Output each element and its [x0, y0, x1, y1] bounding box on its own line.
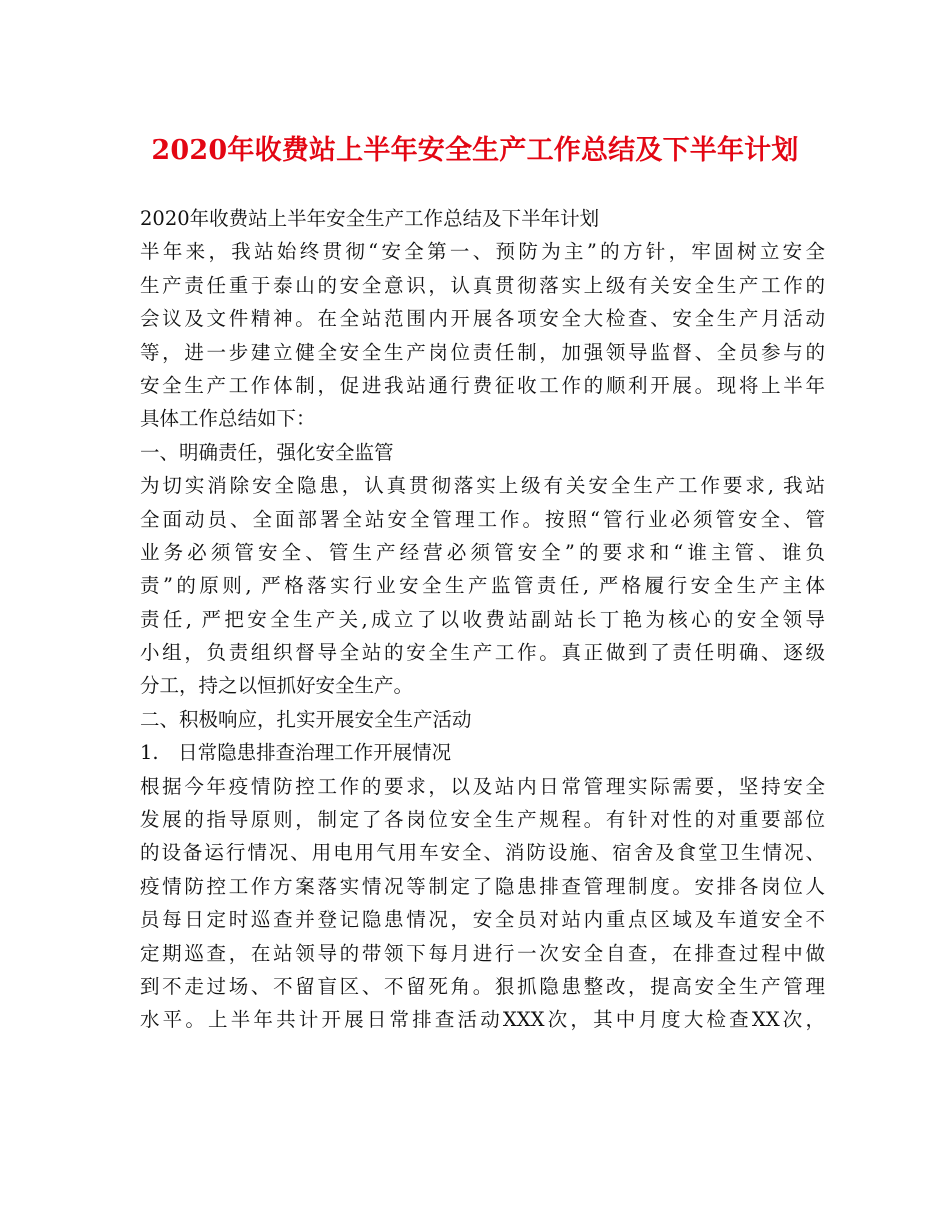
- body-line: 小组，负责组织督导全站的安全生产工作。真正做到了责任明确、逐级: [140, 641, 825, 665]
- body-line: 业务必须管安全、管生产经营必须管安全”的要求和“谁主管、谁负: [140, 540, 825, 564]
- body-line: 定期巡查，在站领导的带领下每月进行一次安全自查，在排查过程中做: [140, 941, 825, 965]
- section-heading-2: 二、积极响应，扎实开展安全生产活动: [140, 707, 472, 731]
- body-line: 发展的指导原则，制定了各岗位安全生产规程。有针对性的对重要部位: [140, 808, 825, 832]
- body-line: 责任, 严把安全生产关,成立了以收费站副站长丁艳为核心的安全领导: [140, 607, 825, 631]
- body-line-subtitle: 2020年收费站上半年安全生产工作总结及下半年计划: [140, 207, 600, 230]
- body-line: 水平。上半年共计开展日常排查活动XXX次，其中月度大检查XX次，: [140, 1008, 825, 1032]
- body-line: 责”的原则, 严格落实行业安全生产监管责任, 严格履行安全生产主体: [140, 574, 825, 598]
- body-line: 的设备运行情况、用电用气用车安全、消防设施、宿舍及食堂卫生情况、: [140, 841, 825, 865]
- section-heading-1: 一、明确责任，强化安全监管: [140, 440, 394, 464]
- subsection-heading-1: 1. 日常隐患排查治理工作开展情况: [140, 741, 452, 765]
- body-line: 会议及文件精神。在全站范围内开展各项安全大检查、安全生产月活动: [140, 307, 825, 331]
- body-line: 等，进一步建立健全安全生产岗位责任制，加强领导监督、全员参与的: [140, 340, 825, 364]
- body-line: 为切实消除安全隐患，认真贯彻落实上级有关安全生产工作要求, 我站: [140, 474, 825, 498]
- body-line: 生产责任重于泰山的安全意识，认真贯彻落实上级有关安全生产工作的: [140, 273, 825, 297]
- document-title: 2020年收费站上半年安全生产工作总结及下半年计划: [151, 135, 799, 166]
- body-line: 到不走过场、不留盲区、不留死角。狠抓隐患整改，提高安全生产管理: [140, 974, 825, 998]
- body-line: 具体工作总结如下：: [140, 407, 316, 431]
- body-line: 员每日定时巡查并登记隐患情况，安全员对站内重点区域及车道安全不: [140, 908, 825, 932]
- body-line: 全面动员、全面部署全站安全管理工作。按照“管行业必须管安全、管: [140, 507, 825, 531]
- body-line: 分工，持之以恒抓好安全生产。: [140, 674, 414, 698]
- body-line: 疫情防控工作方案落实情况等制定了隐患排查管理制度。安排各岗位人: [140, 874, 825, 898]
- body-line: 根据今年疫情防控工作的要求，以及站内日常管理实际需要，坚持安全: [140, 774, 825, 798]
- document-body: [140, 202, 825, 1037]
- body-line: 半年来，我站始终贯彻“安全第一、预防为主”的方针，牢固树立安全: [140, 240, 825, 264]
- body-line: 安全生产工作体制，促进我站通行费征收工作的顺利开展。现将上半年: [140, 373, 825, 397]
